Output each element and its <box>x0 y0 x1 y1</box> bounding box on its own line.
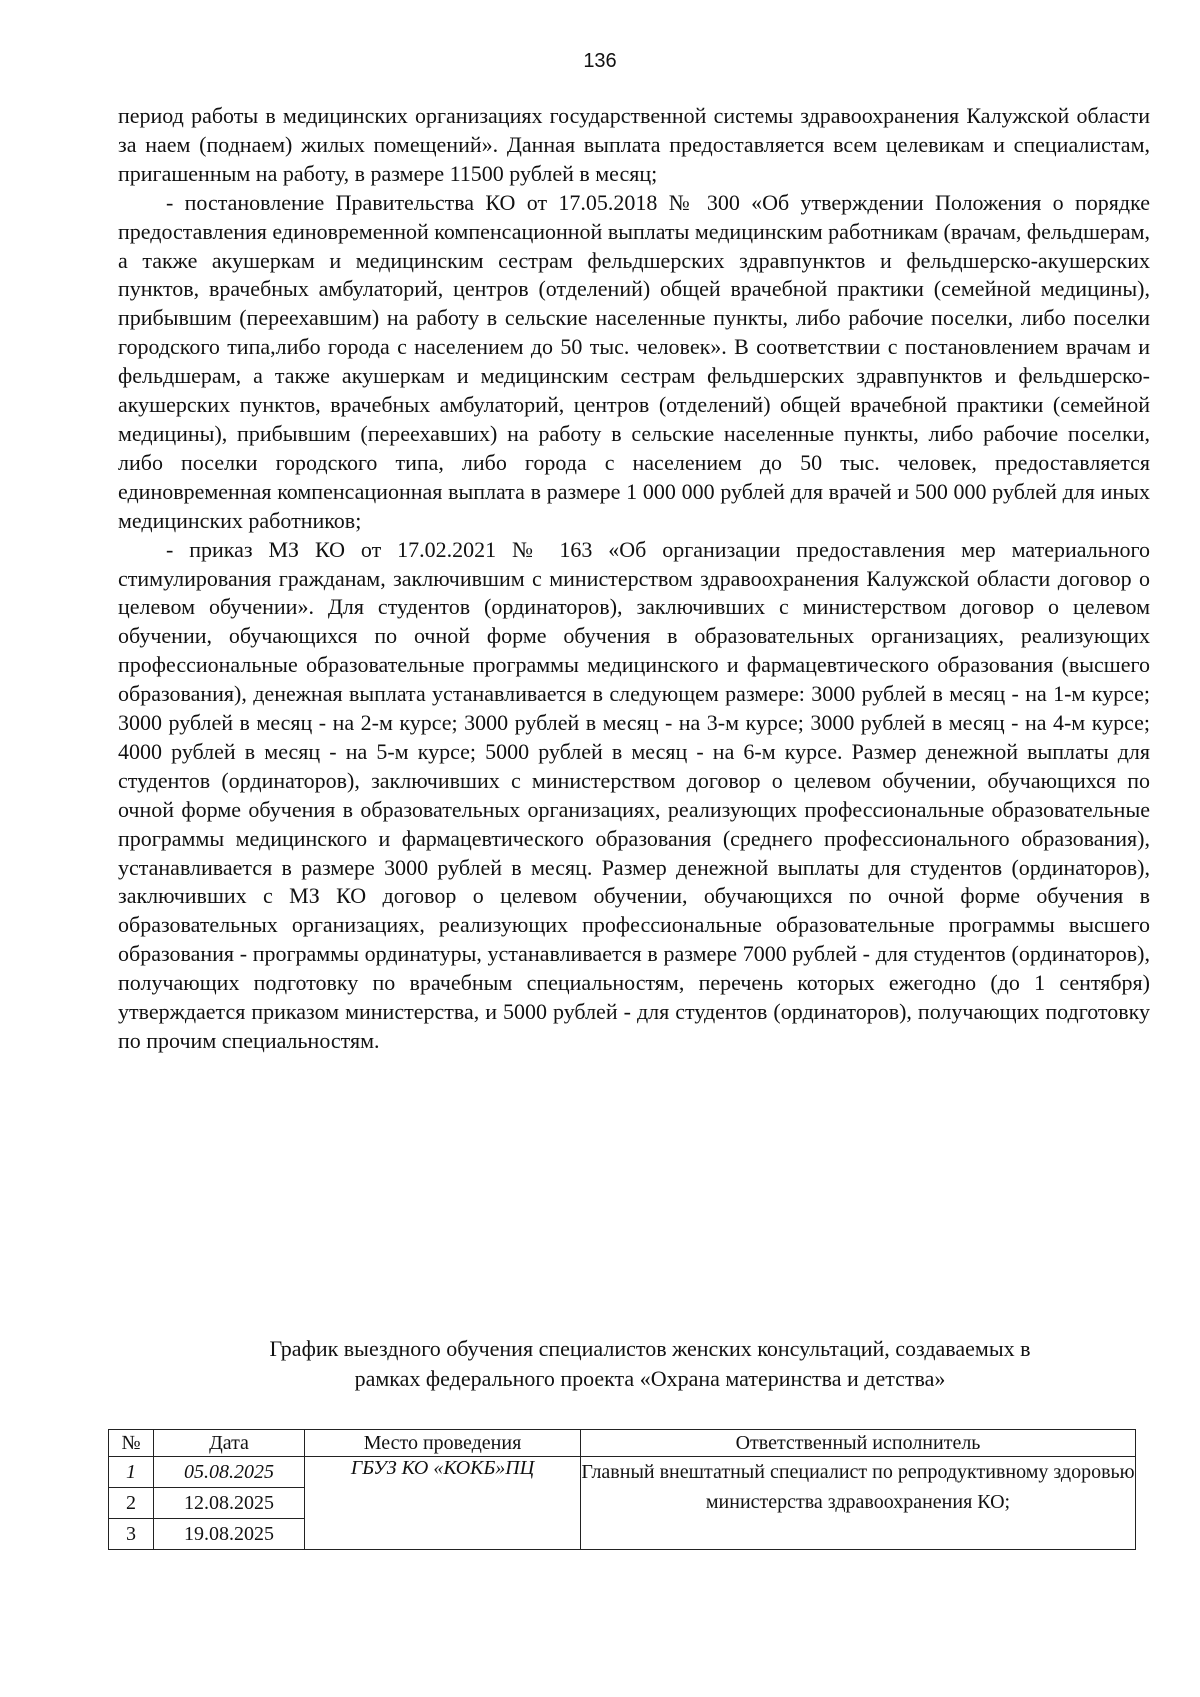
document-body <box>118 102 1150 1056</box>
table-header-row <box>109 1430 1136 1457</box>
table-row <box>109 1457 1136 1488</box>
header-date: Дата <box>154 1430 305 1457</box>
responsible-cell: Главный внештатный специалист по репродуктивному здоровью министерства здравоохранения КО; <box>581 1457 1136 1550</box>
header-number: № <box>109 1430 154 1457</box>
schedule-title-line-1: График выездного обучения специалистов женских консультаций, создаваемых в <box>269 1336 1031 1361</box>
row-number: 3 <box>109 1519 154 1550</box>
row-date: 05.08.2025 <box>154 1457 305 1488</box>
paragraph-resolution-300: - постановление Правительства КО от 17.05.2018 № 300 «Об утверждении Положения о порядке предоставления единовременной компенсационной выплаты медицинским работникам (врачам, фельдшерам, а также акушеркам и медицинским сестрам фельдшерских здравпунктов и фельдшерско-акушерских пунктов, врачебных амбулаторий, центров (отделений) общей врачебной практики (семейной медицины), прибывшим (переехавшим) на работу в сельские населенные пункты, либо рабочие поселки, либо поселки городского типа,либо города с населением до 50 тыс. человек». В соответствии с постановлением врачам и фельдшерам, а также акушеркам и медицинским сестрам фельдшерских здравпунктов и фельдшерско-акушерских пунктов, врачебных амбулаторий, центров (отделений) общей врачебной практики (семейной медицины), прибывшим (переехавших) на работу в сельские населенные пункты, либо рабочие поселки, либо поселки городского типа, либо города с населением до 50 тыс. человек, предоставляется единовременная компенсационная выплата в размере 1 000 000 рублей для врачей и 500 000 рублей для иных медицинских работников; <box>118 189 1151 533</box>
schedule-title <box>150 1334 1150 1394</box>
place-cell: ГБУЗ КО «КОКБ»ПЦ <box>305 1457 581 1550</box>
row-number: 2 <box>109 1488 154 1519</box>
schedule-title-line-2: рамках федерального проекта «Охрана материнства и детства» <box>354 1366 946 1391</box>
row-number: 1 <box>109 1457 154 1488</box>
paragraph-order-163: - приказ МЗ КО от 17.02.2021 № 163 «Об организации предоставления мер материального стимулирования гражданам, заключившим с министерством здравоохранения Калужской области договор о целевом обучении». Для студентов (ординаторов), заключивших с министерством договор о целевом обучении, обучающихся по очной форме обучения в образовательных организациях, реализующих профессиональные образовательные программы медицинского и фармацевтического образования (высшего образования), денежная выплата устанавливается в следующем размере: 3000 рублей в месяц - на 1-м курсе; 3000 рублей в месяц - на 2-м курсе; 3000 рублей в месяц - на 3-м курсе; 3000 рублей в месяц - на 4-м курсе; 4000 рублей в месяц - на 5-м курсе; 5000 рублей в месяц - на 6-м курсе. Размер денежной выплаты для студентов (ординаторов), заключивших с министерством договор о целевом обучении, обучающихся по очной форме обучения в образовательных организациях, реализующих профессиональные образовательные программы медицинского и фармацевтического образования (среднего профессионального образования), устанавливается в размере 3000 рублей в месяц. Размер денежной выплаты для студентов (ординаторов), заключивших с МЗ КО договор о целевом обучении, обучающихся по очной форме обучения в образовательных организациях, реализующих профессиональные образовательные программы высшего образования - программы ординатуры, устанавливается в размере 7000 рублей - для студентов (ординаторов), получающих подготовку по врачебным специальностям, перечень которых ежегодно (до 1 сентября) утверждается приказом министерства, и 5000 рублей - для студентов (ординаторов), получающих подготовку по прочим специальностям. <box>118 536 1150 1053</box>
row-date: 19.08.2025 <box>154 1519 305 1550</box>
header-responsible: Ответственный исполнитель <box>581 1430 1136 1457</box>
row-date: 12.08.2025 <box>154 1488 305 1519</box>
schedule-table <box>108 1429 1136 1550</box>
header-place: Место проведения <box>305 1430 581 1457</box>
paragraph-continuation: период работы в медицинских организациях государственной системы здравоохранения Калужской области за наем (поднаем) жилых помещений». Данная выплата предоставляется всем целевикам и специалистам, пригашенным на работу, в размере 11500 рублей в месяц; <box>118 103 1150 186</box>
page-number: 136 <box>583 50 617 72</box>
